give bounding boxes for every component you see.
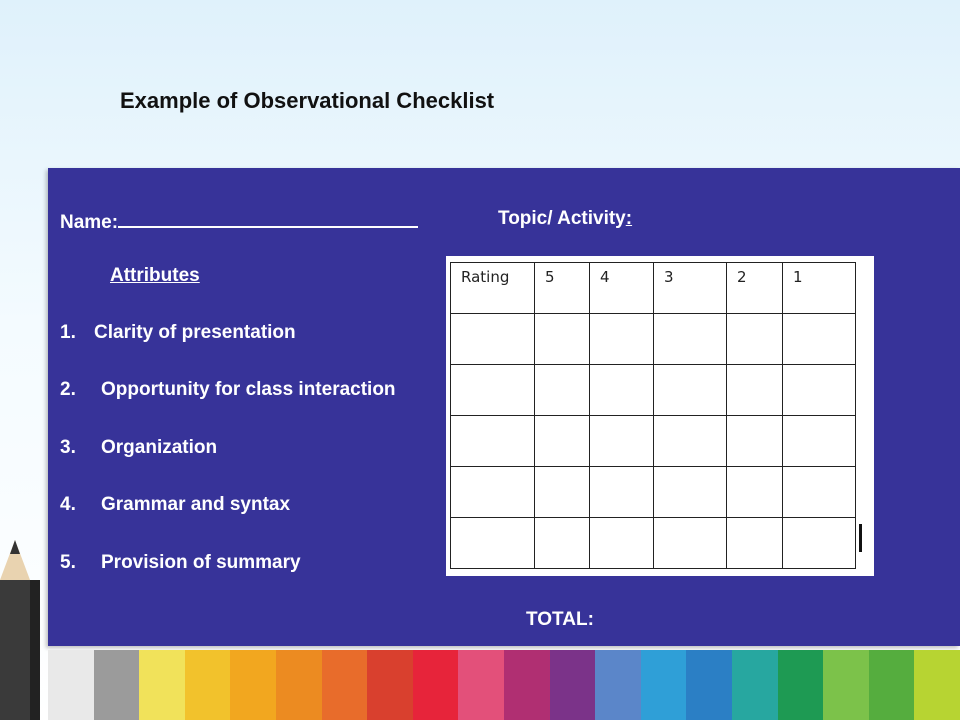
rating-row [451, 467, 856, 518]
attribute-number: 2. [60, 379, 76, 400]
rating-cell[interactable] [654, 467, 727, 518]
rating-cell[interactable] [727, 518, 783, 569]
name-label: Name: [60, 212, 119, 233]
rating-table [446, 256, 874, 576]
color-stripe [48, 650, 94, 720]
rating-cell[interactable] [783, 365, 856, 416]
rating-cell[interactable] [451, 416, 535, 467]
color-stripe [322, 650, 368, 720]
slide-title: Example of Observational Checklist [120, 88, 495, 113]
attribute-number: 1. [60, 322, 76, 343]
rating-cell[interactable] [535, 365, 590, 416]
rating-cell[interactable] [783, 518, 856, 569]
rating-cell[interactable] [451, 365, 535, 416]
attribute-number: 5. [60, 552, 76, 573]
rating-row [451, 314, 856, 365]
color-stripe [185, 650, 231, 720]
color-stripe [458, 650, 504, 720]
rating-cell[interactable] [590, 314, 654, 365]
rating-cell[interactable] [654, 365, 727, 416]
rating-cell[interactable] [535, 314, 590, 365]
rating-cell[interactable] [590, 467, 654, 518]
attribute-label: Opportunity for class interaction [101, 379, 396, 400]
attribute-number: 3. [60, 437, 76, 458]
rating-row [451, 365, 856, 416]
rating-row [451, 518, 856, 569]
name-field [60, 208, 418, 234]
rating-cell[interactable] [654, 416, 727, 467]
rating-cell[interactable] [654, 518, 727, 569]
attribute-label: Clarity of presentation [94, 322, 296, 343]
attributes-heading: Attributes [110, 265, 200, 286]
rating-cell[interactable] [451, 314, 535, 365]
attribute-item [60, 437, 448, 459]
attribute-item [60, 322, 448, 344]
rating-header-cell: 3 [654, 263, 727, 314]
rating-cell[interactable] [783, 467, 856, 518]
rating-cell[interactable] [727, 365, 783, 416]
rating-cell[interactable] [783, 416, 856, 467]
rating-header-row [451, 263, 856, 314]
rating-cell[interactable] [590, 518, 654, 569]
color-stripe [914, 650, 960, 720]
attribute-item [60, 379, 448, 401]
color-stripe [413, 650, 459, 720]
rating-cell[interactable] [590, 365, 654, 416]
rating-row [451, 416, 856, 467]
total-label: TOTAL: [526, 609, 594, 630]
color-stripe [732, 650, 778, 720]
vertical-mark [859, 524, 862, 552]
rating-cell[interactable] [783, 314, 856, 365]
rating-header-cell: Rating [451, 263, 535, 314]
name-blank-line[interactable] [118, 208, 418, 228]
attribute-number: 4. [60, 494, 76, 515]
rating-cell[interactable] [535, 467, 590, 518]
attribute-item [60, 552, 448, 574]
color-stripe [823, 650, 869, 720]
rating-header-cell: 5 [535, 263, 590, 314]
topic-colon: : [625, 208, 633, 229]
topic-label: Topic/ Activity [498, 208, 626, 229]
rating-cell[interactable] [535, 416, 590, 467]
rating-header-cell: 2 [727, 263, 783, 314]
color-stripe [504, 650, 550, 720]
colored-pencil-stripe-bar [48, 650, 960, 720]
rating-cell[interactable] [727, 416, 783, 467]
attribute-label: Grammar and syntax [101, 494, 291, 515]
topic-field [498, 208, 632, 230]
pencil-icon [0, 540, 40, 720]
color-stripe [778, 650, 824, 720]
color-stripe [595, 650, 641, 720]
color-stripe [276, 650, 322, 720]
color-stripe [139, 650, 185, 720]
color-stripe [94, 650, 140, 720]
rating-cell[interactable] [590, 416, 654, 467]
attribute-item [60, 494, 448, 516]
rating-header-cell: 1 [783, 263, 856, 314]
rating-cell[interactable] [727, 314, 783, 365]
rating-cell[interactable] [451, 467, 535, 518]
rating-cell[interactable] [727, 467, 783, 518]
rating-header-cell: 4 [590, 263, 654, 314]
rating-cell[interactable] [654, 314, 727, 365]
attribute-label: Organization [101, 437, 218, 458]
color-stripe [230, 650, 276, 720]
rating-cell[interactable] [535, 518, 590, 569]
attribute-label: Provision of summary [101, 552, 301, 573]
color-stripe [367, 650, 413, 720]
color-stripe [550, 650, 596, 720]
color-stripe [686, 650, 732, 720]
color-stripe [641, 650, 687, 720]
rating-cell[interactable] [451, 518, 535, 569]
color-stripe [869, 650, 915, 720]
